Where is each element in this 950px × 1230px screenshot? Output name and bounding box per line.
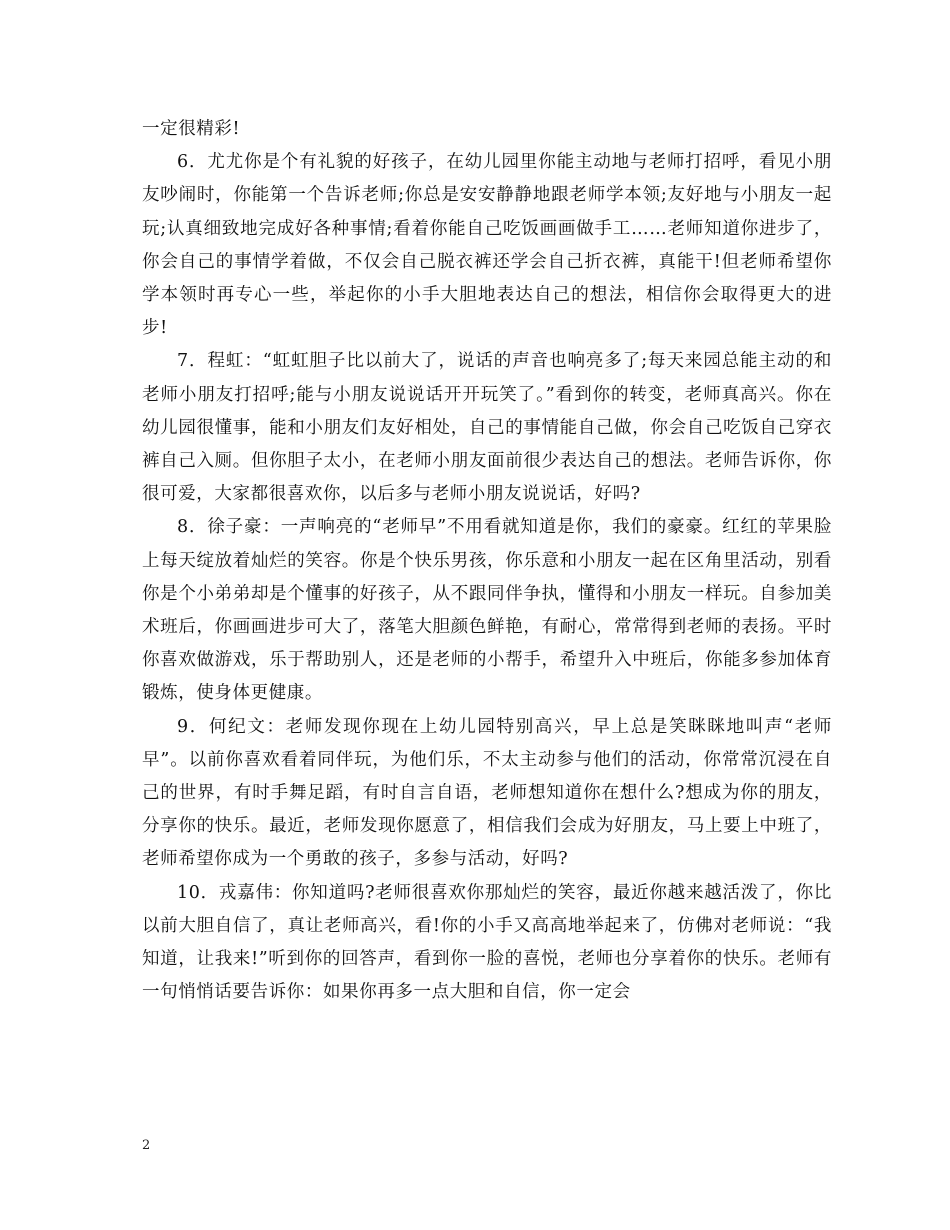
page-number: 2 — [142, 1138, 151, 1153]
paragraph-comment-10: 10．戎嘉伟：你知道吗?老师很喜欢你那灿烂的笑容，最近你越来越活泼了，你比以前大胆自信了，真让老师高兴，看!你的小手又高高地举起来了，仿佛对老师说：“我知道，让我来!”听到你的回答声，看到你一脸的喜悦，老师也分享着你的快乐。老师有一句悄悄话要告诉你：如果你再多一点大胆和自信，你一定会 — [142, 882, 832, 1003]
paragraph-continuation: 一定很精彩! — [142, 119, 241, 139]
paragraph-comment-9: 9．何纪文：老师发现你现在上幼儿园特别高兴，早上总是笑眯眯地叫声“老师早”。以前你喜欢看着同伴玩，为他们乐，不太主动参与他们的活动，你常常沉浸在自己的世界，有时手舞足蹈，有时自言自语，老师想知道你在想什么?想成为你的朋友，分享你的快乐。最近，老师发现你愿意了，相信我们会成为好朋友，马上要上中班了，老师希望你成为一个勇敢的孩子，多参与活动，好吗? — [142, 716, 832, 870]
paragraph-comment-6: 6．尤尤你是个有礼貌的好孩子，在幼儿园里你能主动地与老师打招呼，看见小朋友吵闹时，你能第一个告诉老师;你总是安安静静地跟老师学本领;友好地与小朋友一起玩;认真细致地完成好各种事情;看着你能自己吃饭画画做手工……老师知道你进步了，你会自己的事情学着做，不仅会自己脱衣裤还学会自己折衣裤，真能干!但老师希望你学本领时再专心一些，举起你的小手大胆地表达自己的想法，相信你会取得更大的进步! — [142, 152, 832, 339]
paragraph-comment-8: 8．徐子豪：一声响亮的“老师早”不用看就知道是你，我们的豪豪。红红的苹果脸上每天绽放着灿烂的笑容。你是个快乐男孩，你乐意和小朋友一起在区角里活动，别看你是个小弟弟却是个懂事的好孩子，从不跟同伴争执，懂得和小朋友一样玩。自参加美术班后，你画画进步可大了，落笔大胆颜色鲜艳，有耐心，常常得到老师的表扬。平时你喜欢做游戏，乐于帮助别人，还是老师的小帮手，希望升入中班后，你能多参加体育锻炼，使身体更健康。 — [142, 517, 832, 704]
paragraph-comment-7: 7．程虹：“虹虹胆子比以前大了，说话的声音也响亮多了;每天来园总能主动的和老师小朋友打招呼;能与小朋友说说话开开玩笑了。”看到你的转变，老师真高兴。你在幼儿园很懂事，能和小朋友们友好相处，自己的事情能自己做，你会自己吃饭自己穿衣裤自己入厕。但你胆子太小，在老师小朋友面前很少表达自己的想法。老师告诉你，你很可爱，大家都很喜欢你，以后多与老师小朋友说说话，好吗? — [142, 351, 832, 505]
document-body — [142, 113, 832, 1009]
